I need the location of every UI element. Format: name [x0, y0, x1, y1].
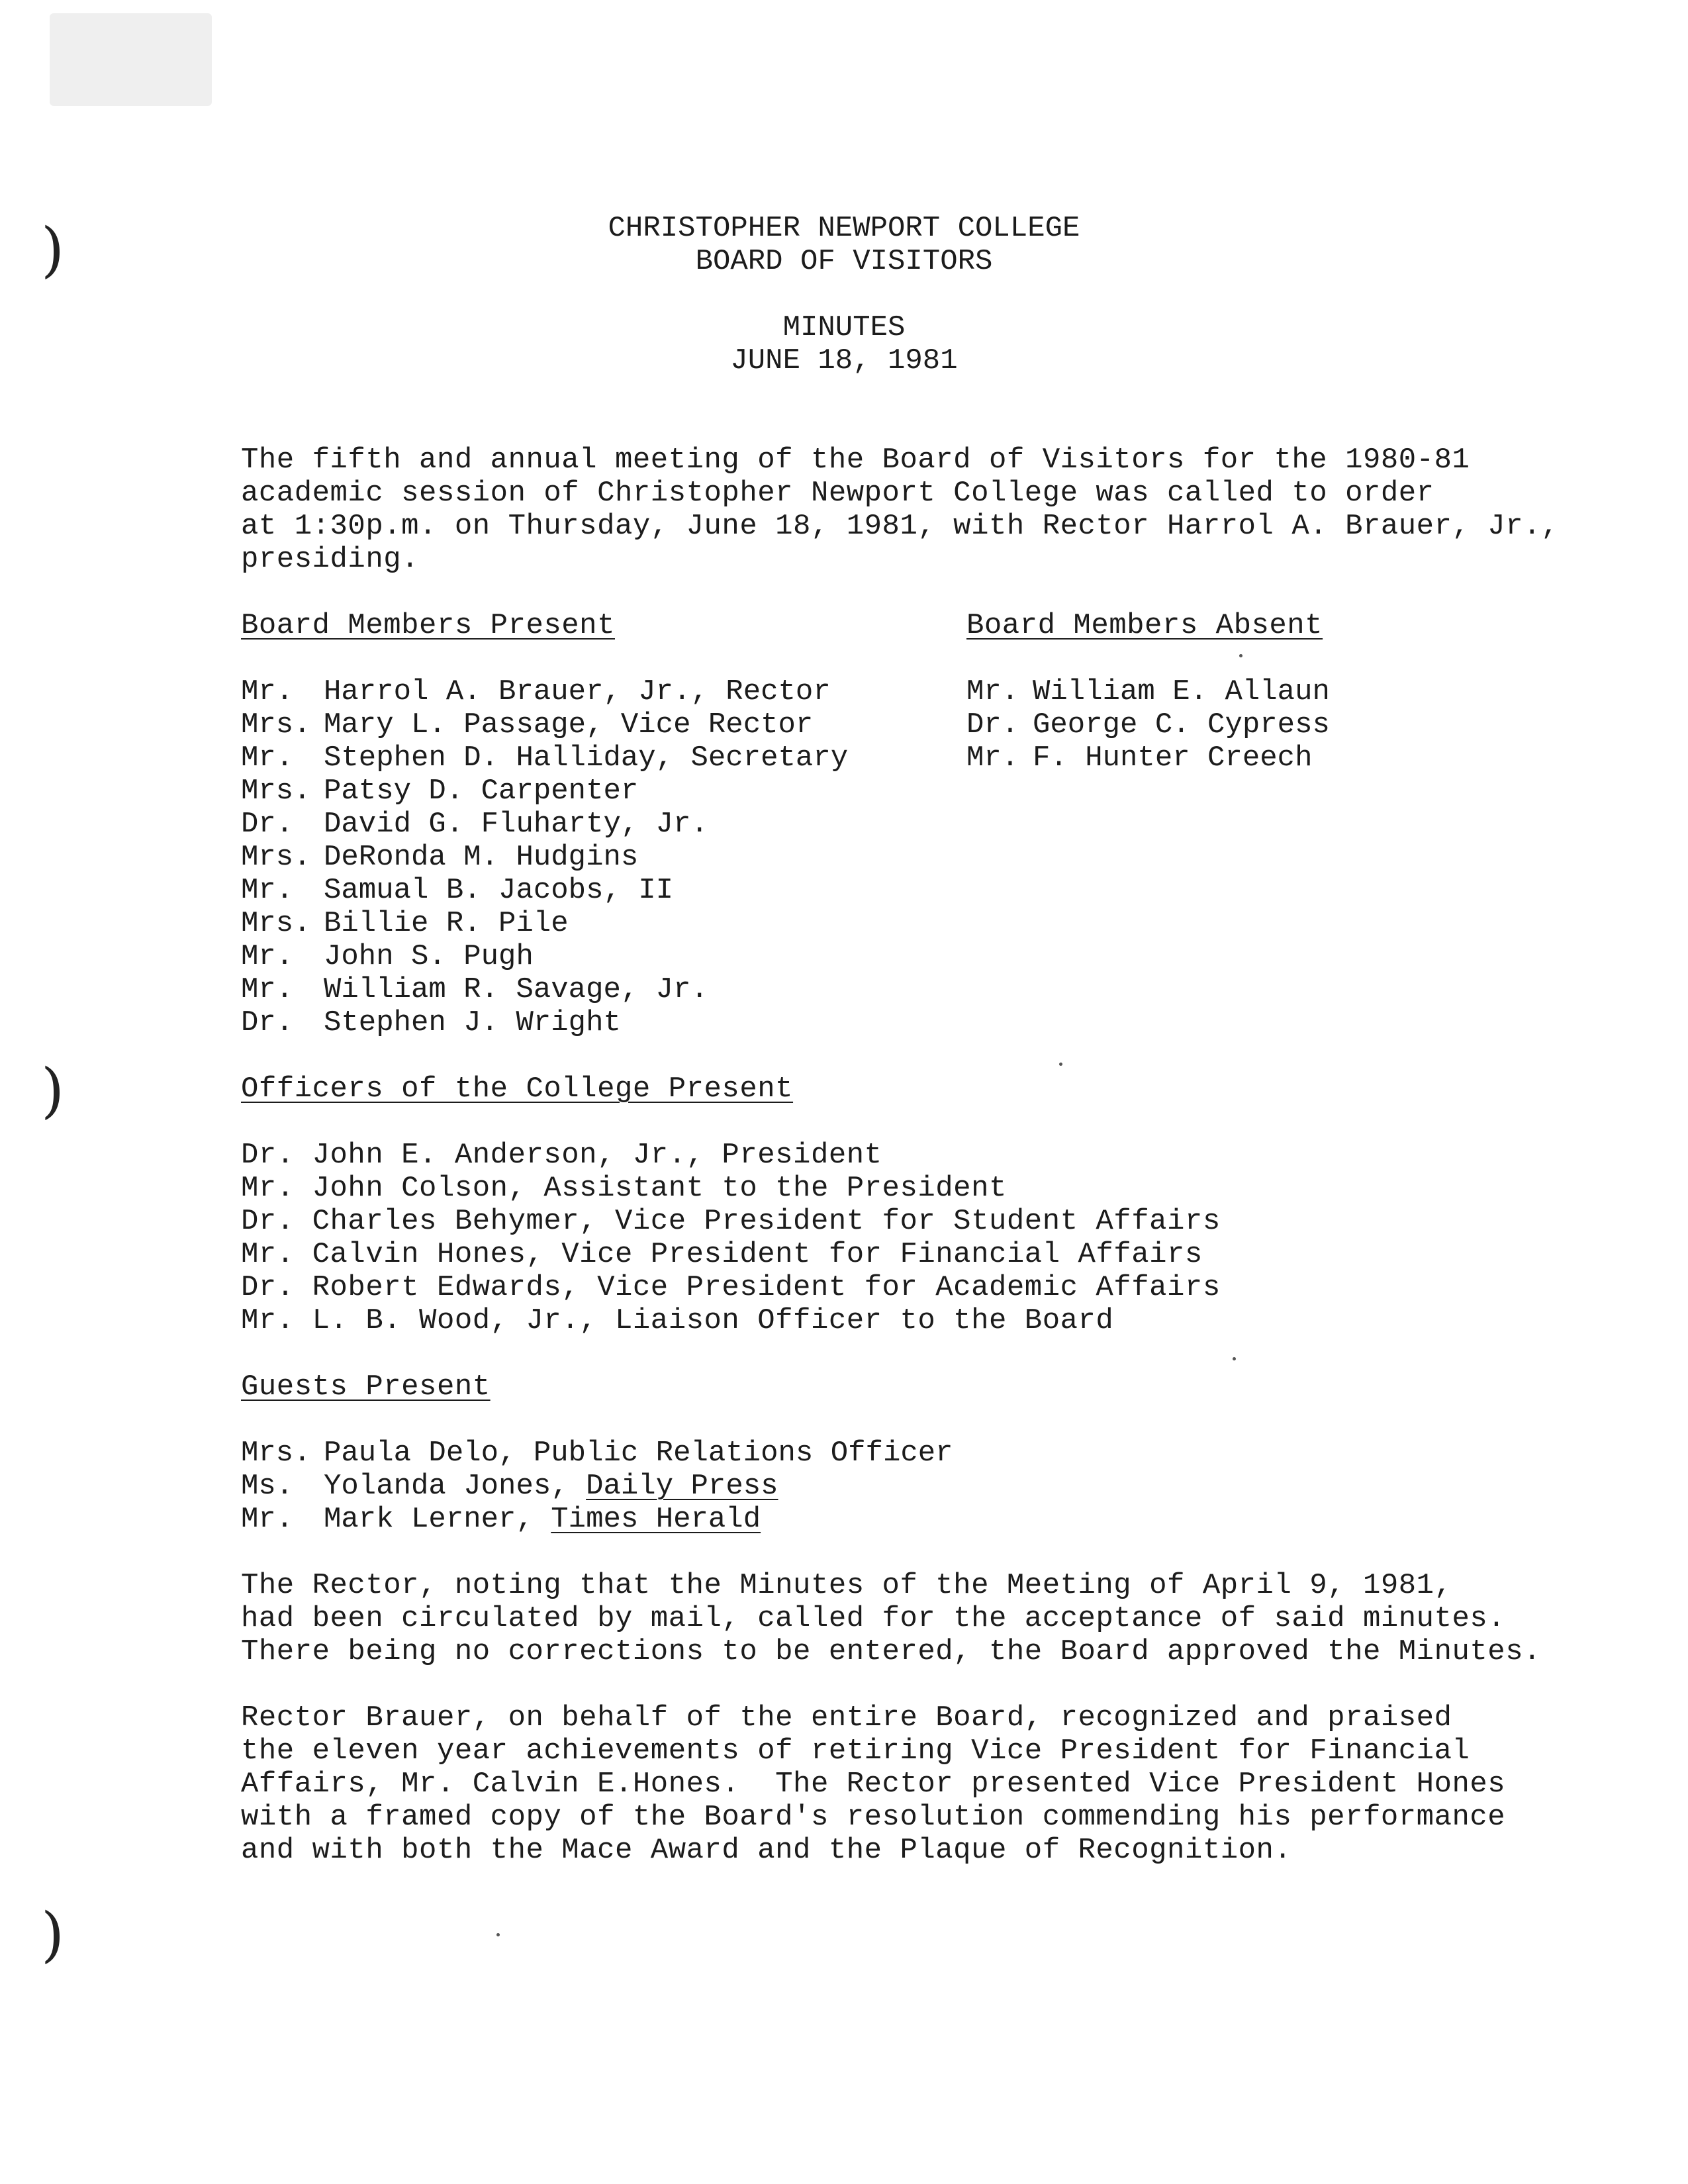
paragraph-line: presiding. — [241, 543, 420, 576]
scan-speck — [1059, 1063, 1062, 1066]
member-title: Mrs. — [241, 841, 311, 874]
paragraph-line: The fifth and annual meeting of the Board of Visitors for the 1980-81 — [241, 444, 1470, 477]
absent-heading: Board Members Absent — [966, 609, 1323, 642]
member-title: Mr. — [241, 675, 294, 708]
member-name: David G. Fluharty, Jr. — [324, 808, 708, 841]
member-row — [241, 973, 708, 1006]
member-name: George C. Cypress — [1033, 708, 1330, 741]
officer-line: Mr. John Colson, Assistant to the President — [241, 1172, 1007, 1205]
member-title: Mr. — [241, 973, 294, 1006]
guest-title: Mrs. — [241, 1437, 311, 1470]
member-row — [966, 741, 1313, 775]
board-name: BOARD OF VISITORS — [695, 245, 993, 278]
scan-speck — [1233, 1357, 1236, 1360]
meeting-date: JUNE 18, 1981 — [730, 344, 958, 377]
member-row — [241, 874, 674, 907]
officer-line: Mr. Calvin Hones, Vice President for Financial Affairs — [241, 1238, 1203, 1271]
paragraph-line: the eleven year achievements of retiring Vice President for Financial — [241, 1734, 1470, 1768]
paragraph-line: at 1:30p.m. on Thursday, June 18, 1981, with Rector Harrol A. Brauer, Jr., — [241, 510, 1559, 543]
member-title: Mrs. — [241, 907, 311, 940]
member-title: Mrs. — [241, 775, 311, 808]
paragraph-line: Affairs, Mr. Calvin E.Hones. The Rector presented Vice President Hones — [241, 1768, 1506, 1801]
paragraph-line: There being no corrections to be entered, the Board approved the Minutes. — [241, 1635, 1542, 1668]
guest-publication: Times Herald — [551, 1503, 761, 1536]
member-title: Mr. — [241, 741, 294, 775]
member-title: Dr. — [241, 1006, 294, 1039]
member-name: William R. Savage, Jr. — [324, 973, 708, 1006]
member-title: Dr. — [966, 708, 1019, 741]
officer-line: Mr. L. B. Wood, Jr., Liaison Officer to the Board — [241, 1304, 1114, 1337]
member-name: Samual B. Jacobs, II — [324, 874, 674, 907]
guest-name: Paula Delo, Public Relations Officer — [324, 1437, 953, 1470]
scan-speck — [1239, 654, 1243, 657]
member-row — [241, 907, 569, 940]
paragraph-line: academic session of Christopher Newport College was called to order — [241, 477, 1434, 510]
member-row — [241, 708, 814, 741]
guest-row — [241, 1470, 778, 1503]
guest-entry — [324, 1437, 953, 1470]
guest-entry — [324, 1470, 778, 1503]
member-row — [241, 940, 534, 973]
guest-entry — [324, 1503, 761, 1536]
paragraph-line: and with both the Mace Award and the Plaque of Recognition. — [241, 1834, 1292, 1867]
present-heading: Board Members Present — [241, 609, 615, 642]
guests-heading: Guests Present — [241, 1370, 491, 1403]
guest-title: Mr. — [241, 1503, 294, 1536]
member-row — [241, 1006, 621, 1039]
scan-smudge — [50, 13, 212, 106]
member-title: Mr. — [966, 741, 1019, 775]
member-name: F. Hunter Creech — [1033, 741, 1313, 775]
member-row — [966, 675, 1330, 708]
member-name: Patsy D. Carpenter — [324, 775, 639, 808]
member-title: Mrs. — [241, 708, 311, 741]
officer-line: Dr. Charles Behymer, Vice President for Student Affairs — [241, 1205, 1221, 1238]
member-name: Stephen J. Wright — [324, 1006, 621, 1039]
member-title: Mr. — [966, 675, 1019, 708]
member-row — [241, 675, 831, 708]
member-title: Mr. — [241, 940, 294, 973]
officers-heading: Officers of the College Present — [241, 1072, 794, 1106]
guest-publication: Daily Press — [586, 1470, 778, 1503]
member-name: Billie R. Pile — [324, 907, 569, 940]
guest-title: Ms. — [241, 1470, 294, 1503]
guest-name: Yolanda Jones, — [324, 1470, 586, 1503]
member-name: John S. Pugh — [324, 940, 534, 973]
paragraph-line: had been circulated by mail, called for the acceptance of said minutes. — [241, 1602, 1506, 1635]
paragraph-line: Rector Brauer, on behalf of the entire Board, recognized and praised — [241, 1701, 1452, 1734]
member-name: DeRonda M. Hudgins — [324, 841, 639, 874]
member-row — [966, 708, 1330, 741]
member-row — [241, 841, 639, 874]
member-name: Mary L. Passage, Vice Rector — [324, 708, 814, 741]
binder-hole-mark: ) — [41, 1900, 65, 1970]
paragraph-line: The Rector, noting that the Minutes of the Meeting of April 9, 1981, — [241, 1569, 1452, 1602]
guest-row — [241, 1437, 953, 1470]
member-name: William E. Allaun — [1033, 675, 1330, 708]
member-title: Dr. — [241, 808, 294, 841]
college-name: CHRISTOPHER NEWPORT COLLEGE — [608, 212, 1080, 245]
member-title: Mr. — [241, 874, 294, 907]
member-row — [241, 775, 639, 808]
document-type: MINUTES — [782, 311, 906, 344]
paragraph-line: with a framed copy of the Board's resolution commending his performance — [241, 1801, 1506, 1834]
binder-hole-mark: ) — [41, 215, 65, 285]
member-name: Stephen D. Halliday, Secretary — [324, 741, 849, 775]
binder-hole-mark: ) — [41, 1056, 65, 1125]
guest-row — [241, 1503, 761, 1536]
officer-line: Dr. Robert Edwards, Vice President for Academic Affairs — [241, 1271, 1221, 1304]
scan-speck — [496, 1933, 500, 1936]
member-name: Harrol A. Brauer, Jr., Rector — [324, 675, 831, 708]
member-row — [241, 808, 708, 841]
guest-name: Mark Lerner, — [324, 1503, 551, 1536]
member-row — [241, 741, 849, 775]
officer-line: Dr. John E. Anderson, Jr., President — [241, 1139, 882, 1172]
